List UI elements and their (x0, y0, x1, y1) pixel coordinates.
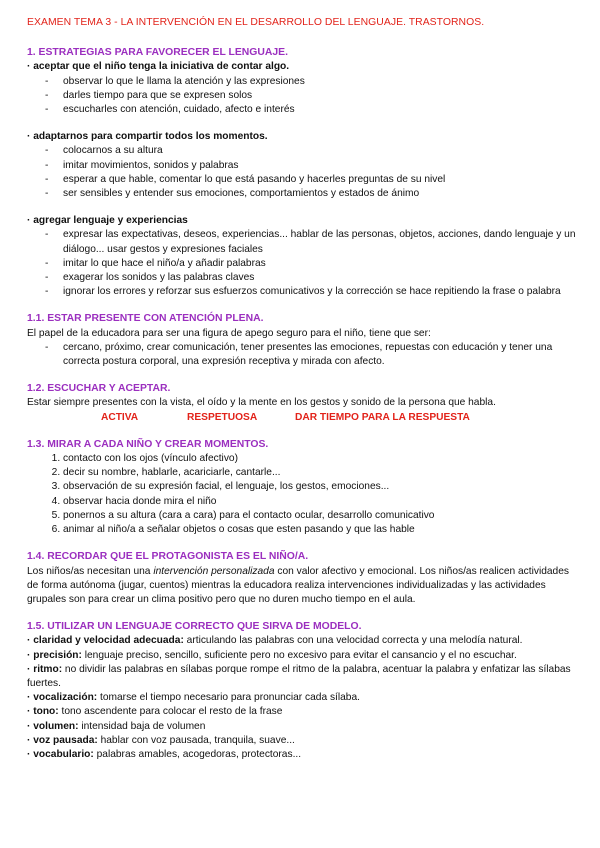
text-run: Los niños/as necesitan una (27, 565, 154, 577)
keyword-dar-tiempo: DAR TIEMPO PARA LA RESPUESTA (295, 411, 470, 423)
list-item (27, 663, 580, 691)
list-item: 4. observar hacia donde mira el niño (63, 495, 580, 509)
strategy-group (27, 214, 580, 299)
item-text: palabras amables, acogedoras, protectoras... (93, 748, 302, 760)
spacer (27, 369, 580, 382)
spacer (27, 201, 580, 214)
item-text: no dividir las palabras en sílabas porque rompe el ritmo de la palabra, acentuar la palabra y enfatizar las sílabas fuertes. (27, 663, 571, 689)
strategy-group (27, 130, 580, 201)
strategy-list (27, 228, 580, 299)
keyword-respetuosa: RESPETUOSA (187, 411, 258, 423)
list-item: - ignorar los errores y reforzar sus esfuerzos comunicativos y la corrección se hace repitiendo la frase o palabra (63, 285, 580, 299)
paragraph: El papel de la educadora para ser una figura de apego seguro para el niño, tiene que ser: (27, 327, 431, 339)
item-label: · vocabulario: (27, 748, 94, 760)
list-item (27, 691, 580, 705)
spacer (27, 425, 580, 438)
list-item: - escucharles con atención, cuidado, afecto e interés (63, 103, 580, 117)
list-item: - observar lo que le llama la atención y las expresiones (63, 75, 580, 89)
language-model-list (27, 634, 580, 762)
section-heading-1-1: 1.1. ESTAR PRESENTE CON ATENCIÓN PLENA. (27, 313, 264, 325)
list-item: - imitar movimientos, sonidos y palabras (63, 159, 580, 173)
list-item: - imitar lo que hace el niño/a y añadir palabras (63, 257, 580, 271)
paragraph: Estar siempre presentes con la vista, el oído y la mente en los gestos y sonido de la persona que habla. (27, 397, 496, 409)
strategy-group-heading: · agregar lenguaje y experiencias (27, 215, 188, 227)
item-text: tono ascendente para colocar el resto de la frase (58, 706, 283, 718)
moments-list (27, 452, 580, 537)
section-heading-1: 1. ESTRATEGIAS PARA FAVORECER EL LENGUAJE. (27, 47, 288, 59)
item-label: · tono: (27, 706, 59, 718)
list-item: - exagerar los sonidos y las palabras claves (63, 271, 580, 285)
spacer (27, 607, 580, 620)
list-item (27, 720, 580, 734)
list-item (27, 649, 580, 663)
spacer (27, 537, 580, 550)
spacer (27, 299, 580, 312)
item-text: tomarse el tiempo necesario para pronunciar cada sílaba. (97, 692, 360, 704)
item-text: lenguaje preciso, sencillo, suficiente pero no excesivo para evitar el cansancio y el no escuchar. (81, 649, 517, 661)
list-item: - colocarnos a su altura (63, 144, 580, 158)
emphasis-text: intervención personalizada (153, 565, 275, 577)
item-text: intensidad baja de volumen (78, 720, 206, 732)
section-heading-1-2: 1.2. ESCUCHAR Y ACEPTAR. (27, 383, 171, 395)
keyword-activa: ACTIVA (101, 411, 139, 423)
item-label: · voz pausada: (27, 734, 98, 746)
listening-keywords (27, 411, 580, 425)
section-heading-1-4: 1.4. RECORDAR QUE EL PROTAGONISTA ES EL NIÑO/A. (27, 551, 309, 563)
list-item: 5. ponernos a su altura (cara a cara) para el contacto ocular, desarrollo comunicativo (63, 509, 580, 523)
list-item: 6. animar al niño/a a señalar objetos o cosas que esten pasando y que las hable (63, 523, 580, 537)
presence-list (27, 341, 580, 369)
item-label: · claridad y velocidad adecuada: (27, 635, 184, 647)
document-title: EXAMEN TEMA 3 - LA INTERVENCIÓN EN EL DESARROLLO DEL LENGUAJE. TRASTORNOS. (27, 17, 485, 28)
list-item (27, 634, 580, 648)
list-item: - cercano, próximo, crear comunicación, tener presentes las emociones, repuestas con educación y tener una correcta postura corporal, una expresión receptiva y mirada con afecto. (63, 341, 580, 369)
list-item: 2. decir su nombre, hablarle, acariciarle, cantarle... (63, 466, 580, 480)
list-item: - esperar a que hable, comentar lo que está pasando y hacerles preguntas de su nivel (63, 173, 580, 187)
item-text: hablar con voz pausada, tranquila, suave... (97, 734, 295, 746)
list-item: 3. observación de su expresión facial, el lenguaje, los gestos, emociones... (63, 480, 580, 494)
section-heading-1-3: 1.3. MIRAR A CADA NIÑO Y CREAR MOMENTOS. (27, 438, 269, 450)
paragraph (27, 565, 580, 608)
item-label: · precisión: (27, 649, 82, 661)
strategy-group-heading: · aceptar que el niño tenga la iniciativa de contar algo. (27, 61, 290, 73)
text-run: con valor afectivo y emocional. Los niños/as realicen actividades de forma autónoma (jugar, cuentos) mientras la educadora realiza intervenciones individualizadas y las actividades grupales son para crear un clima positivo pero que no duren mucho tiempo en el aula. (27, 565, 569, 605)
strategy-group-heading: · adaptarnos para compartir todos los momentos. (27, 131, 268, 143)
item-text: articulando las palabras con una velocidad correcta y una melodía natural. (183, 635, 523, 647)
list-item (27, 734, 580, 748)
spacer (27, 117, 580, 130)
list-item: 1. contacto con los ojos (vínculo afectivo) (63, 452, 580, 466)
item-label: · ritmo: (27, 663, 63, 675)
list-item: - darles tiempo para que se expresen solos (63, 89, 580, 103)
strategy-list (27, 144, 580, 201)
strategy-group (27, 60, 580, 117)
list-item: - ser sensibles y entender sus emociones, comportamientos y estados de ánimo (63, 187, 580, 201)
strategy-list (27, 75, 580, 118)
list-item (27, 748, 580, 762)
list-item (27, 705, 580, 719)
section-heading-1-5: 1.5. UTILIZAR UN LENGUAJE CORRECTO QUE SIRVA DE MODELO. (27, 621, 362, 633)
item-label: · volumen: (27, 720, 79, 732)
list-item: - expresar las expectativas, deseos, experiencias... hablar de las personas, objetos, acciones, dando lenguaje y un diálogo... usar gestos y expresiones faciales (63, 228, 580, 256)
item-label: · vocalización: (27, 692, 98, 704)
